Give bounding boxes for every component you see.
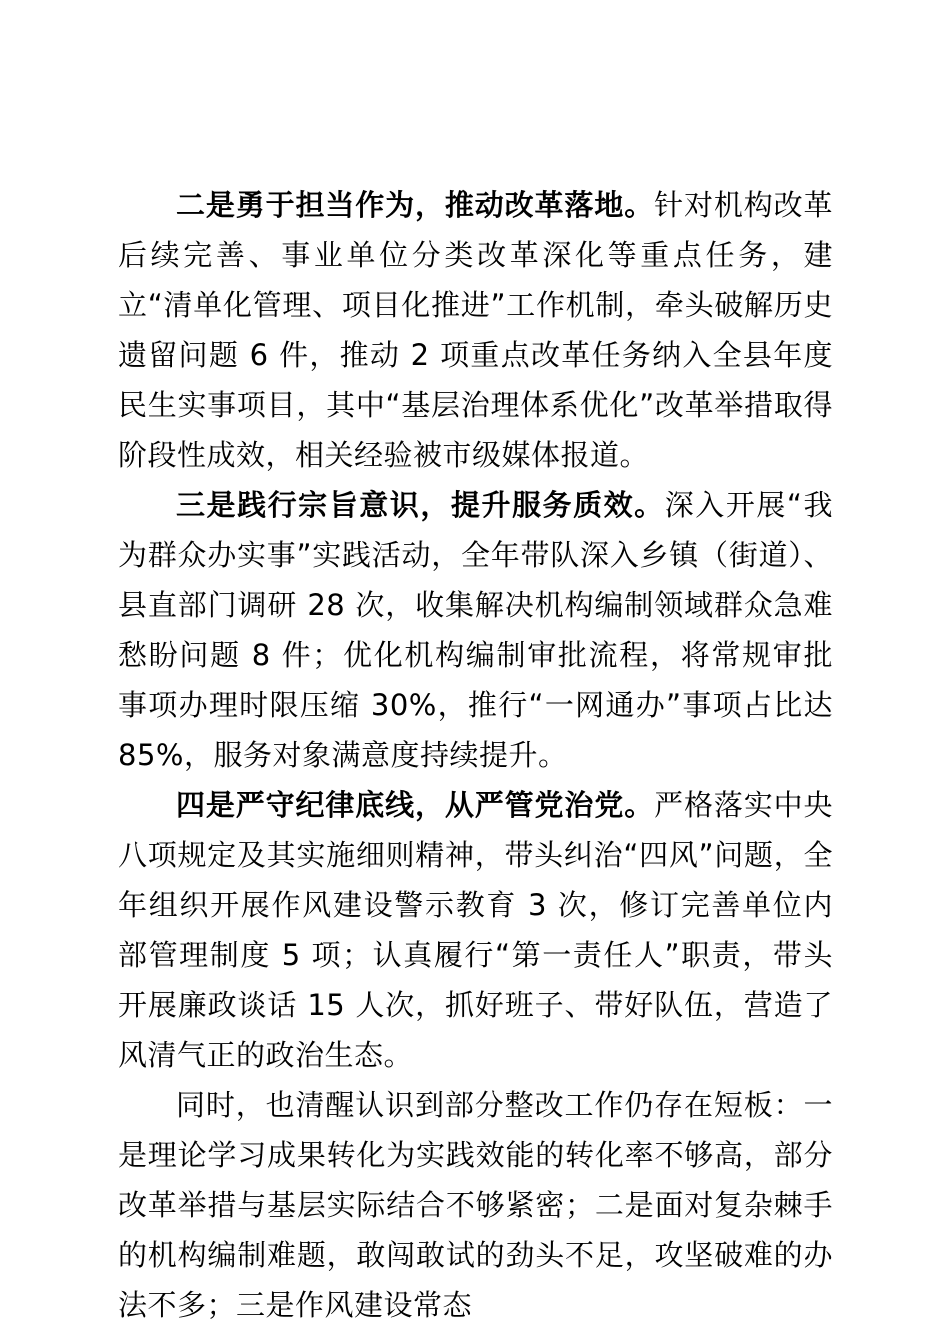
paragraph-lead: 三是践行宗旨意识，提升服务质效。 — [176, 488, 665, 522]
paragraph-body: 深入开展“我为群众办实事”实践活动，全年带队深入乡镇（街道）、县直部门调研 28 次，收集解决机构编制领域群众急难愁盼问题 8 件；优化机构编制审批流程，将常规审批事项办理时限压缩 30%，推行“一网通办”事项占比达 85%，服务对象满意度持续提升。 — [118, 488, 833, 772]
paragraph-5-shortcomings — [118, 1080, 833, 1330]
paragraph-body: 同时，也清醒认识到部分整改工作仍存在短板：一是理论学习成果转化为实践效能的转化率不够高，部分改革举措与基层实际结合不够紧密；二是面对复杂棘手的机构编制难题，敢闯敢试的劲头不足，攻坚破难的办法不多；三是作风建设常态 — [118, 1088, 833, 1322]
paragraph-lead: 二是勇于担当作为，推动改革落地。 — [176, 188, 655, 222]
document-content — [118, 180, 833, 1330]
paragraph-2-reform — [118, 180, 833, 480]
paragraph-body: 严格落实中央八项规定及其实施细则精神，带头纠治“四风”问题，全年组织开展作风建设警示教育 3 次，修订完善单位内部管理制度 5 项；认真履行“第一责任人”职责，带头开展廉政谈话 15 人次，抓好班子、带好队伍，营造了风清气正的政治生态。 — [118, 788, 833, 1072]
paragraph-lead: 四是严守纪律底线，从严管党治党。 — [176, 788, 655, 822]
paragraph-4-discipline — [118, 780, 833, 1080]
paragraph-3-service — [118, 480, 833, 780]
paragraph-body: 针对机构改革后续完善、事业单位分类改革深化等重点任务，建立“清单化管理、项目化推进”工作机制，牵头破解历史遗留问题 6 件，推动 2 项重点改革任务纳入全县年度民生实事项目，其中“基层治理体系优化”改革举措取得阶段性成效，相关经验被市级媒体报道。 — [118, 188, 833, 472]
